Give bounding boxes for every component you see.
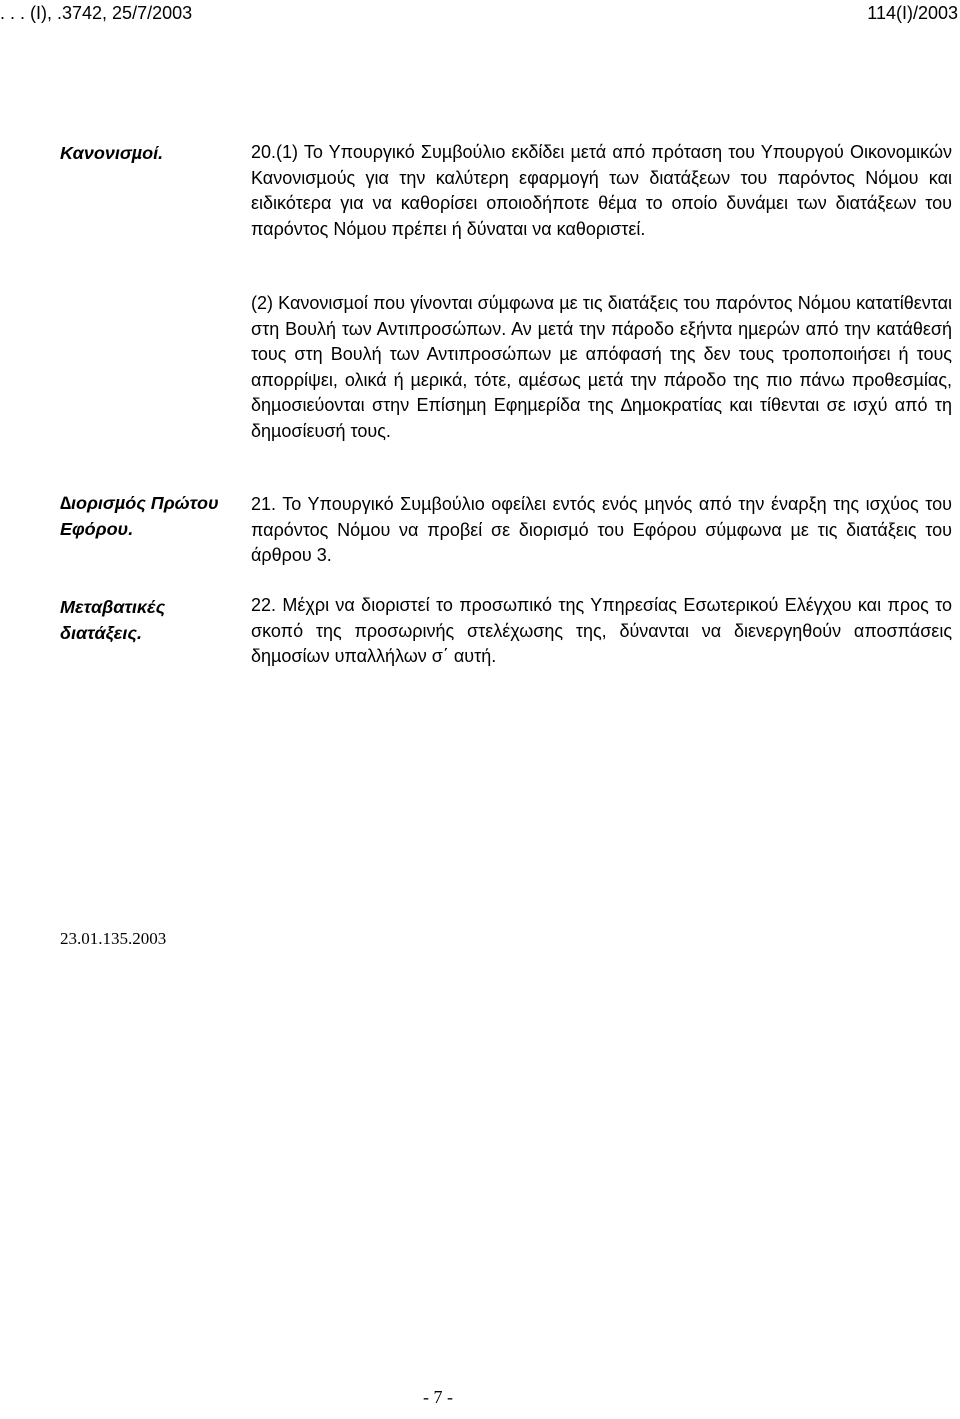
footer-document-code: 23.01.135.2003 [60, 929, 167, 948]
section-21-paragraph: 21. Το Υπουργικό Συµβούλιο οφείλει εντός ενός µηνός από την έναρξη της ισχύος του παρόντος Νόµου να προβεί σε διορισµό του Εφόρου σύµφωνα µε τις διατάξεις του άρθρου 3. [251, 494, 952, 565]
margin-note-transitional: Μεταβατικές διατάξεις. [60, 597, 166, 643]
section-20-paragraph-1: 20.(1) Το Υπουργικό Συµβούλιο εκδίδει µετά από πρόταση του Υπουργού Οικονοµικών Κανονισµούς για την καλύτερη εφαρµογή των διατάξεων του παρόντος Νόµου και ειδικότερα για να καθορίσει οποιοδήποτε θέµα το οποίο δυνάµει των διατάξεων του παρόντος Νόµου πρέπει ή δύναται να καθοριστεί. [251, 142, 952, 239]
section-22-paragraph: 22. Μέχρι να διοριστεί το προσωπικό της Υπηρεσίας Εσωτερικού Ελέγχου και προς το σκοπό της προσωρινής στελέχωσης της, δύνανται να διενεργηθούν αποσπάσεις δηµοσίων υπαλλήλων σ΄ αυτή. [251, 595, 952, 666]
margin-note-regulations: Κανονισµοί. [60, 143, 164, 163]
page-number: - 7 - [423, 1387, 453, 1407]
header-law-number: 114(Ι)/2003 [867, 3, 958, 23]
margin-note-appointment: ∆ιορισµός Πρώτου Εφόρου. [60, 493, 219, 539]
header-gazette-reference: . . . (Ι), .3742, 25/7/2003 [0, 3, 193, 23]
section-20-paragraph-2: (2) Κανονισµοί που γίνονται σύµφωνα µε τις διατάξεις του παρόντος Νόµου κατατίθενται στη Βουλή των Αντιπροσώπων. Αν µετά την πάροδο εξήντα ηµερών από την κατάθεσή τους στη Βουλή των Αντιπροσώπων µε απόφασή της δεν τους τροποποιήσει ή τους απορρίψει, ολικά ή µερικά, τότε, αµέσως µετά την πάροδο της πιο πάνω προθεσµίας, δηµοσιεύονται στην Επίσηµη Εφηµερίδα της ∆ηµοκρατίας και τίθενται σε ισχύ από τη δηµοσίευσή τους. [251, 293, 952, 441]
